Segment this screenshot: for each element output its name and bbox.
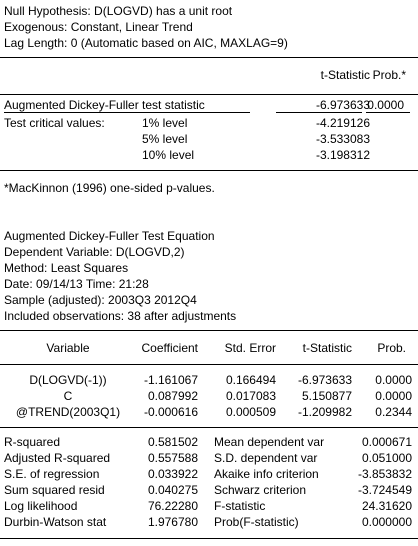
level-5-value: -3.533083 — [315, 132, 370, 146]
equation-title: Augmented Dickey-Fuller Test Equation — [4, 229, 215, 243]
sample: Sample (adjusted): 2003Q3 2012Q4 — [4, 293, 197, 307]
prob-underline — [366, 112, 410, 113]
stat-value-right: -3.724549 — [357, 483, 412, 497]
level-10-value: -3.198312 — [315, 148, 370, 162]
coef-row-coefficient: -0.000616 — [143, 405, 198, 419]
level-5-label: 5% level — [142, 132, 188, 146]
level-10-label: 10% level — [142, 148, 195, 162]
null-hypothesis: Null Hypothesis: D(LOGVD) has a unit root — [4, 4, 233, 18]
stat-value-left: 1.976780 — [147, 515, 198, 529]
header-coefficient: Coefficient — [141, 341, 198, 355]
critical-label: Test critical values: — [4, 116, 105, 130]
stat-value-right: -3.853832 — [357, 467, 412, 481]
coef-row-tstat: -6.973633 — [297, 373, 352, 387]
header-variable: Variable — [46, 341, 90, 355]
level-1-value: -4.219126 — [315, 116, 370, 130]
divider-coef-header — [0, 364, 418, 365]
col-tstat-header: t-Statistic — [320, 68, 370, 82]
stat-label-right: Schwarz criterion — [214, 483, 307, 497]
stat-value-right: 0.051000 — [361, 451, 412, 465]
adf-prob: 0.0000 — [367, 98, 404, 112]
coef-row-variable: D(LOGVD(-1)) — [29, 373, 107, 387]
lag-length: Lag Length: 0 (Automatic based on AIC, MAXLAG=9) — [4, 36, 288, 50]
stat-value-right: 24.31620 — [361, 499, 412, 513]
coef-row-variable: @TREND(2003Q1) — [15, 405, 121, 419]
divider-adf-bottom — [0, 170, 418, 171]
header-tstat: t-Statistic — [302, 341, 352, 355]
stat-value-right: 0.000000 — [361, 515, 412, 529]
stat-label-left: Log likelihood — [4, 499, 78, 513]
tstat-underline — [276, 112, 362, 113]
stat-label-right: S.D. dependent var — [214, 451, 318, 465]
stat-label-left: S.E. of regression — [4, 467, 100, 481]
stat-value-left: 76.22280 — [147, 499, 198, 513]
coef-row-variable: C — [63, 389, 73, 403]
divider-top — [0, 57, 418, 58]
coef-row-coefficient: 0.087992 — [147, 389, 198, 403]
stat-label-right: Mean dependent var — [214, 435, 325, 449]
divider-header — [0, 94, 418, 95]
stat-value-left: 0.557588 — [147, 451, 198, 465]
stat-value-left: 0.040275 — [147, 483, 198, 497]
footnote: *MacKinnon (1996) one-sided p-values. — [4, 181, 215, 195]
col-prob-header: Prob.* — [372, 68, 406, 82]
exogenous: Exogenous: Constant, Linear Trend — [4, 20, 193, 34]
coef-row-prob: 0.2344 — [375, 405, 412, 419]
divider-coef-bottom — [0, 427, 418, 428]
stat-value-left: 0.581502 — [147, 435, 198, 449]
method: Method: Least Squares — [4, 261, 129, 275]
coef-row-coefficient: -1.161067 — [143, 373, 198, 387]
adf-underline — [4, 112, 250, 113]
adf-tstat: -6.973633 — [315, 98, 370, 112]
coef-row-tstat: -1.209982 — [297, 405, 352, 419]
coef-row-std-error: 0.166494 — [225, 373, 276, 387]
coef-row-prob: 0.0000 — [375, 373, 412, 387]
header-std-error: Std. Error — [224, 341, 276, 355]
adf-label: Augmented Dickey-Fuller test statistic — [4, 98, 205, 112]
stat-label-right: Prob(F-statistic) — [214, 515, 299, 529]
coef-row-tstat: 5.150877 — [301, 389, 352, 403]
stat-label-right: Akaike info criterion — [214, 467, 319, 481]
divider-coef-top — [0, 330, 418, 331]
date-time: Date: 09/14/13 Time: 21:28 — [4, 277, 149, 291]
divider-stats-bottom — [0, 538, 418, 539]
stat-label-left: Durbin-Watson stat — [4, 515, 107, 529]
stat-value-right: 0.000671 — [361, 435, 412, 449]
level-1-label: 1% level — [142, 116, 188, 130]
coef-row-prob: 0.0000 — [375, 389, 412, 403]
observations: Included observations: 38 after adjustments — [4, 309, 237, 323]
coef-row-std-error: 0.017083 — [225, 389, 276, 403]
header-prob: Prob. — [377, 341, 406, 355]
stat-label-right: F-statistic — [214, 499, 266, 513]
stat-label-left: Sum squared resid — [4, 483, 105, 497]
stat-label-left: R-squared — [4, 435, 61, 449]
stat-label-left: Adjusted R-squared — [4, 451, 111, 465]
dependent-variable: Dependent Variable: D(LOGVD,2) — [4, 245, 185, 259]
stat-value-left: 0.033922 — [147, 467, 198, 481]
coef-row-std-error: 0.000509 — [225, 405, 276, 419]
